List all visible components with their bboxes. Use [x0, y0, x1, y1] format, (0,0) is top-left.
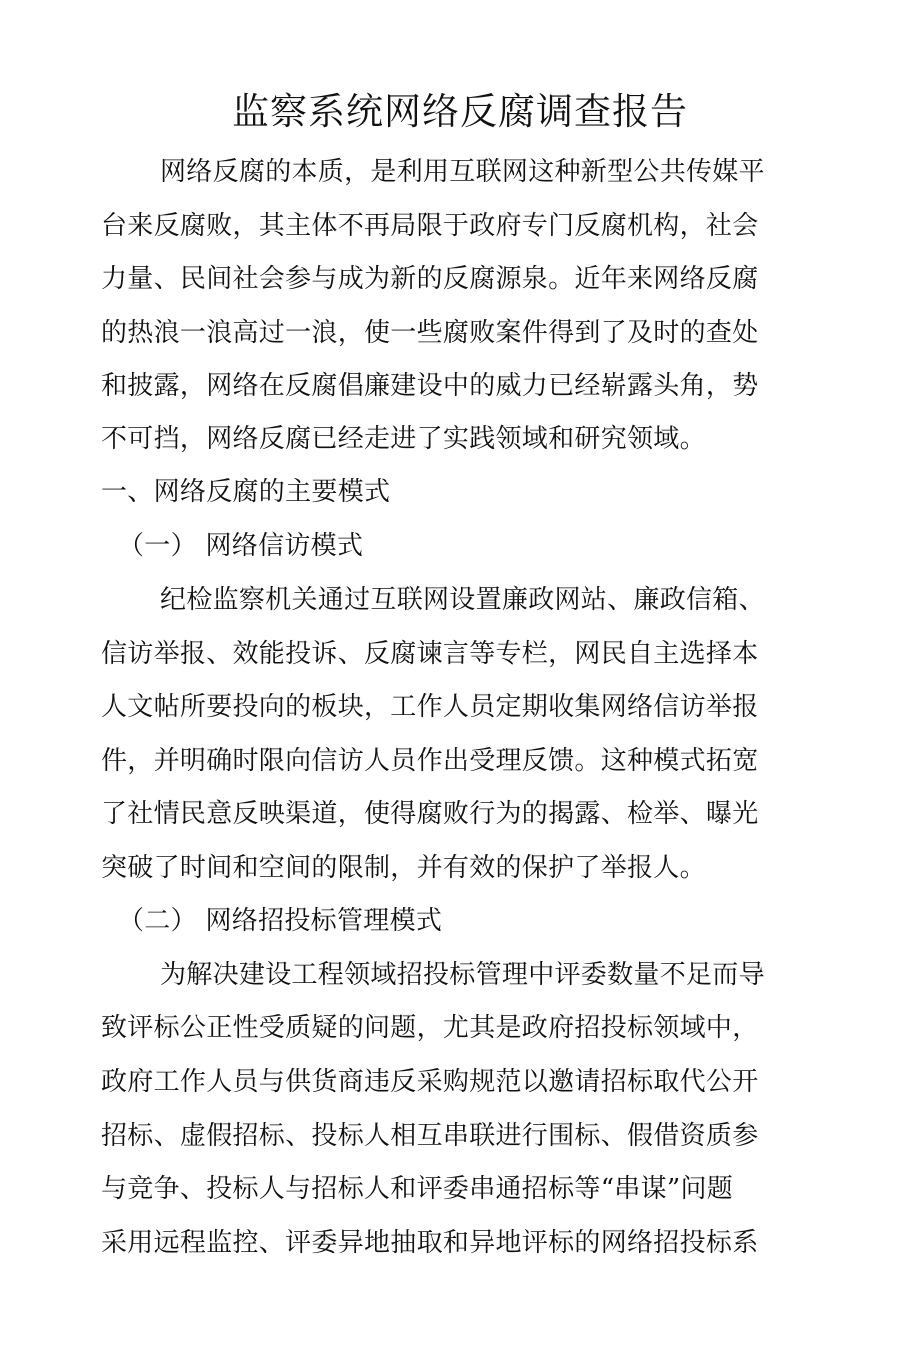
section-1-heading: 一、网络反腐的主要模式 [101, 477, 391, 507]
subsection-2-heading: （二） 网络招投标管理模式 [118, 906, 443, 936]
paragraph-2-line-4: 件，并明确时限向信访人员作出受理反馈。这种模式拓宽 [101, 746, 759, 776]
paragraph-3-line-2: 致评标公正性受质疑的问题，尤其是政府招投标领域中， [101, 1013, 759, 1043]
paragraph-3-line-1: 为解决建设工程领域招投标管理中评委数量不足而导 [160, 960, 765, 990]
paragraph-1-line-1: 网络反腐的本质，是利用互联网这种新型公共传媒平 [160, 157, 765, 187]
document-title: 监察系统网络反腐调查报告 [232, 90, 688, 133]
paragraph-1-line-3: 力量、民间社会参与成为新的反腐源泉。近年来网络反腐 [101, 264, 759, 294]
paragraph-1-line-4: 的热浪一浪高过一浪，使一些腐败案件得到了及时的查处 [101, 318, 759, 348]
paragraph-3-line-3: 政府工作人员与供货商违反采购规范以邀请招标取代公开 [101, 1067, 759, 1097]
subsection-1-heading: （一） 网络信访模式 [118, 531, 364, 561]
paragraph-2-line-5: 了社情民意反映渠道，使得腐败行为的揭露、检举、曝光 [101, 799, 759, 829]
paragraph-2-line-1: 纪检监察机关通过互联网设置廉政网站、廉政信箱、 [160, 585, 765, 615]
paragraph-2-line-2: 信访举报、效能投诉、反腐谏言等专栏，网民自主选择本 [101, 639, 759, 669]
paragraph-1-line-2: 台来反腐败，其主体不再局限于政府专门反腐机构，社会 [101, 211, 759, 241]
paragraph-3-line-5: 与竞争、投标人与招标人和评委串通招标等“串谋”问题 [101, 1174, 734, 1204]
paragraph-3-line-6: 采用远程监控、评委异地抽取和异地评标的网络招投标系 [101, 1228, 759, 1258]
paragraph-3-line-4: 招标、虚假招标、投标人相互串联进行围标、假借资质参 [101, 1121, 759, 1151]
paragraph-2-line-3: 人文帖所要投向的板块，工作人员定期收集网络信访举报 [101, 692, 759, 722]
paragraph-1-line-6: 不可挡，网络反腐已经走进了实践领域和研究领域。 [101, 424, 706, 454]
paragraph-1-line-5: 和披露，网络在反腐倡廉建设中的威力已经崭露头角，势 [101, 371, 759, 401]
paragraph-2-line-6: 突破了时间和空间的限制，并有效的保护了举报人。 [101, 853, 706, 883]
